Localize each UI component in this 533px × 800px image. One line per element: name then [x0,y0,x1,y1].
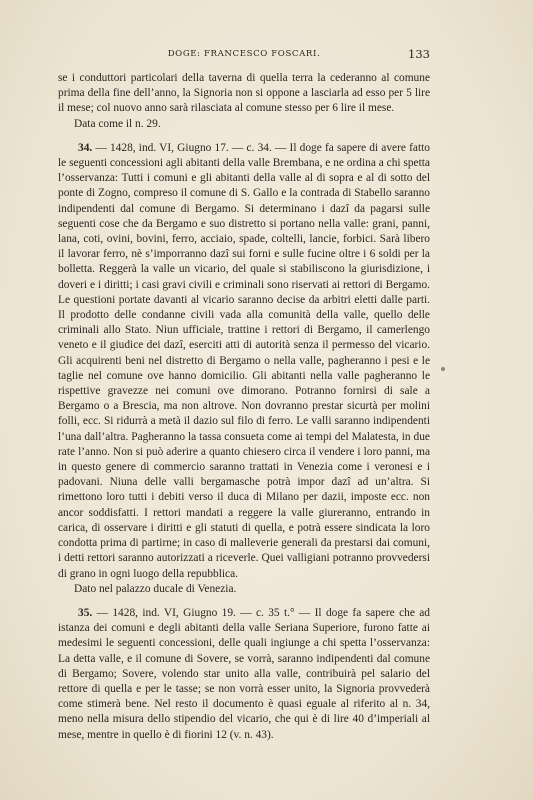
document-entry-35 [58,606,430,743]
paragraph-text: se i conduttori particolari della taverna di quella terra la cederanno al comune prima della fine dell’anno, la Signoria non si oppone a lasciarla ad esso per 5 lire il mese; col nuovo anno sarà rilasciata al comune stesso per 6 lire il mese. [58,72,430,115]
paragraph-text: — 1428, ind. VI, Giugno 17. — c. 34. — Il doge fa sapere di avere fatto le seguenti concessioni agli abitanti della valle Brembana, e ne ordina a chi spetta l’osservanza: Tutti i comuni e gli abitanti della valle al di sopra e al di sotto del ponte di Zogno, compreso il comune di S. Gallo e la contrada di Stabello saranno indipendenti dal comune di Bergamo. Si determinano i dazî da pagarsi sulle seguenti cose che da Bergamo e suo distretto si portano nella valle: grani, panni, lana, coti, ovini, bovini, ferro, acciaio, spade, coltelli, lancie, forbici. Sarà libero il lavorar ferro, nè s’imporranno dazî sui forni e sulle fucine oltre i 6 soldi per la bolletta. Reggerà la valle un vicario, del quale si stabiliscono la giurisdizione, i doveri e i diritti; i casi gravi civili e criminali sono riservati ai rettori di Bergamo. Le questioni portate davanti al vicario saranno decise da arbitri eletti dalle parti. Il prodotto delle condanne civili vada alla comunità della valle, quello delle criminali allo Stato. Niun ufficiale, trattine i rettori di Bergamo, il camerlengo veneto e il giudice dei dazî, eserciti atti di autorità senza il permesso del vicario. Gli acquirenti beni nel distretto di Bergamo o nella valle, pagheranno i pesi e le taglie nel comune ove hanno domicilio. Gli abitanti nella valle pagheranno le rispettive gravezze nei comuni ove dimorano. Potranno fornirsi di sale a Bergamo o a Brescia, ma non altrove. Non dovranno prestar sicurtà per molini folli, ecc. Si ridurrà a metà il dazio sul filo di ferro. Le valli saranno indipendenti l’una dall’altra. Pagheranno la tassa consueta come ai tempi del Malatesta, in due rate l’anno. Non si può aderire a quanto chiesero circa il vendere i loro panni, ma in questo genere di commercio saranno trattati in Venezia come i veronesi e i padovani. Niuna delle valli bergamasche potrà impor dazî ad un’altra. Si rimettono loro tutti i debiti verso il duca di Milano per dazii, imposte ecc. non ancor soddisfatti. I rettori mandati a reggere la valle giureranno, entrando in carica, di osservare i diritti e gli statuti di quella, e potrà essere sindicata la loro condotta prima di partirne; in caso di malleverie generali da prestarsi dai comuni, i detti rettori saranno autorizzati a riceverle. Quei valligiani potranno provvedersi di grano in ogni luogo della repubblica. [58,141,430,580]
paragraph-text: — 1428, ind. VI, Giugno 19. — c. 35 t.° — Il doge fa sapere che ad istanza dei comuni e degli abitanti della valle Seriana Superiore, furono fatte ai medesimi le seguenti concessioni, delle quali ingiunge a chi spetta l’osservanza: La detta valle, e il comune di Sovere, se vorrà, saranno indipendenti dal comune di Bergamo; Sovere, volendo star unito alla valle, contribuirà pel salario del rettore di quella e per le tasse; se non vorrà esser unito, la Signoria provvederà come stimerà bene. Nel resto il documento è quasi eguale al riferito al n. 34, meno nella misura dello stipendio del vicario, che qui è di lire 40 d’imperiali al mese, mentre in quello è di fiorini 12 (v. n. 43). [58,606,430,741]
document-entry-34 [58,141,430,582]
page-number: 133 [408,47,430,61]
document-number: 34. [78,141,93,154]
document-number: 35. [78,606,93,619]
running-head: DOGE: FRANCESCO FOSCARI. [167,49,321,59]
paragraph-continuation [58,71,430,117]
paragraph-text: Dato nel palazzo ducale di Venezia. [74,582,237,595]
paragraph-text: Data come il n. 29. [74,117,161,130]
paragraph-date-note [58,582,430,597]
paragraph-date-note [58,117,430,132]
page-body [58,71,430,743]
ink-spot [441,367,445,371]
page-header [58,47,430,65]
